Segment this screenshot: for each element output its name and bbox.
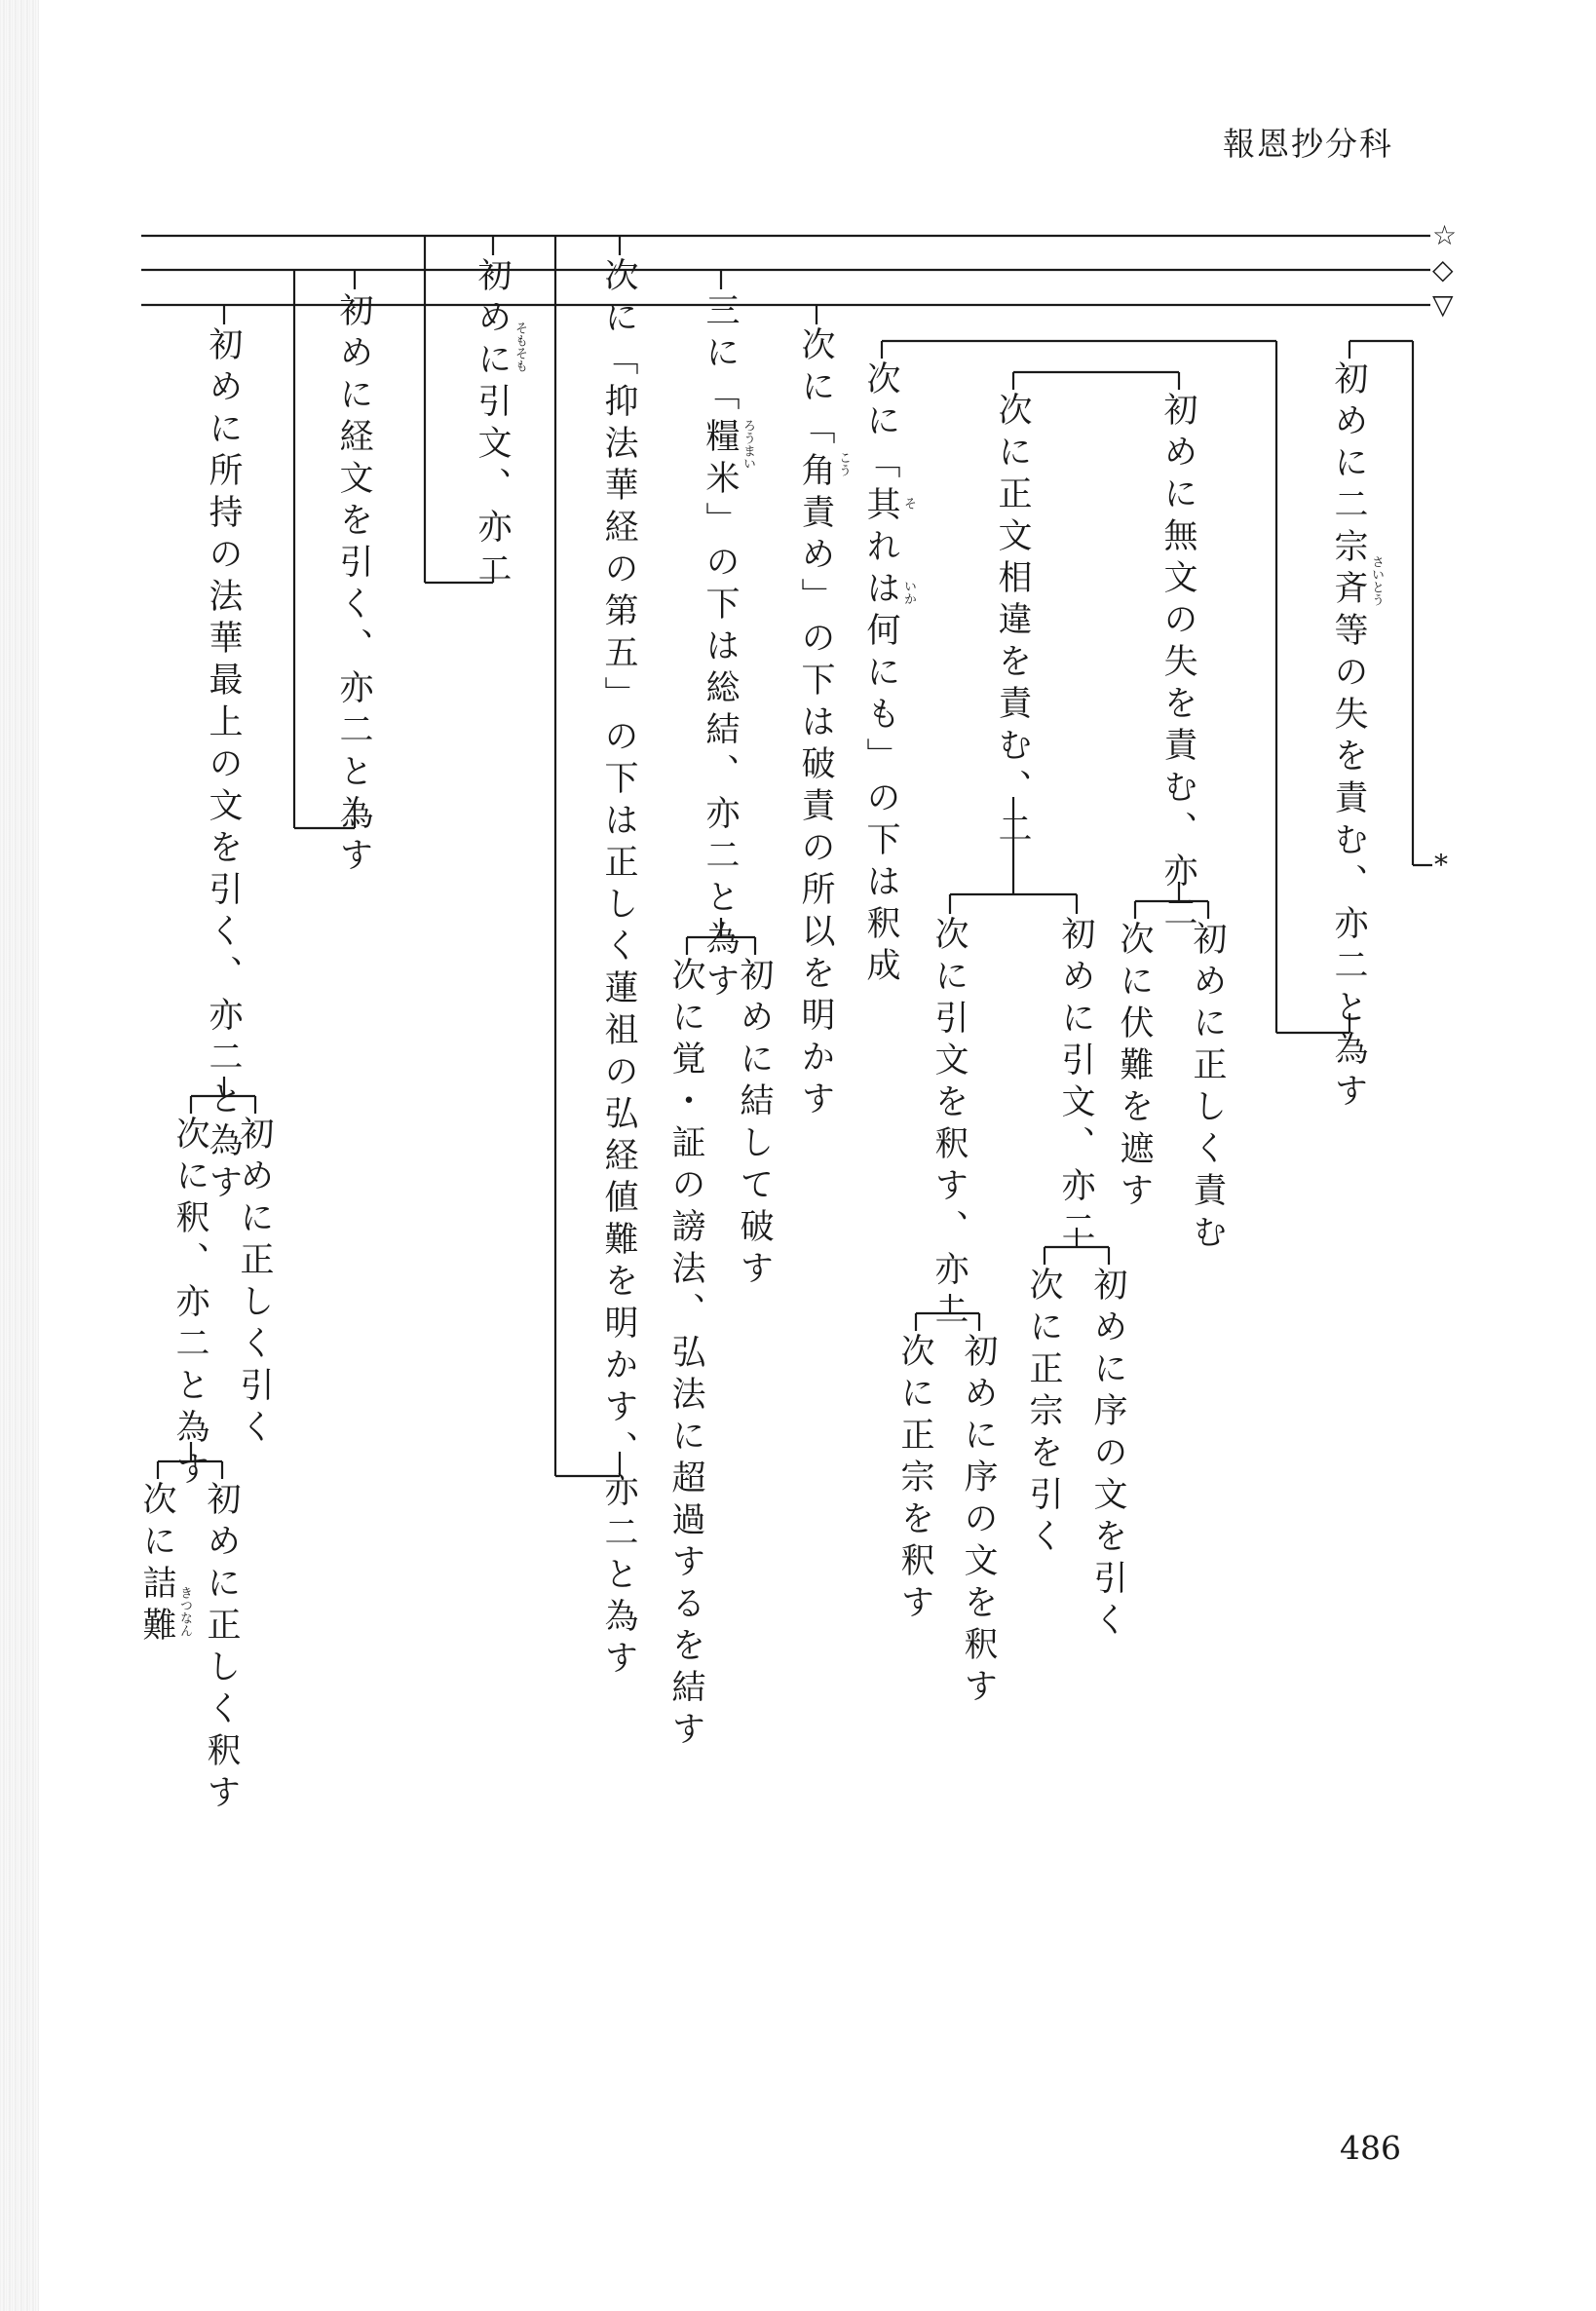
outline-entry: 次に「抑法華経の第五」の下は正しく蓮祖の弘経値難を明かす、亦二と為す bbox=[599, 257, 638, 1682]
outline-entry: 次に釈、亦二と為す bbox=[171, 1116, 209, 1493]
outline-entry: 初めに無文の失を責む、亦二 bbox=[1159, 392, 1197, 936]
outline-entry: 初めに正しく釈す bbox=[202, 1481, 241, 1816]
outline-entry: 三に「糧米」の下は総結、亦二と為す bbox=[701, 292, 740, 1004]
furigana: そ bbox=[901, 497, 916, 510]
outline-entry: 次に覚・証の謗法、弘法に超過するを結す bbox=[666, 957, 705, 1753]
furigana: きつなん bbox=[177, 1586, 192, 1637]
outline-entry: 次に正宗を釈す bbox=[895, 1333, 934, 1626]
page-number: 486 bbox=[1340, 2129, 1401, 2167]
asterisk-marker-icon: * bbox=[1434, 849, 1448, 881]
outline-entry: 初めに所持の法華最上の文を引く、亦二と為す bbox=[204, 326, 243, 1206]
outline-entry: 次に伏難を遮す bbox=[1115, 921, 1154, 1214]
outline-entry: 初めに序の文を釈す bbox=[959, 1333, 998, 1710]
outline-entry: 初めに二宗斉等の失を責む、亦二と為す bbox=[1329, 360, 1368, 1115]
triangle-marker-icon: ▽ bbox=[1432, 288, 1454, 321]
furigana: ろうまい bbox=[741, 419, 755, 470]
outline-entry: 次に「其れは何にも」の下は釈成 bbox=[861, 360, 900, 989]
diamond-marker-icon: ◇ bbox=[1432, 253, 1454, 285]
page-header: 報恩抄分科 bbox=[1223, 125, 1393, 163]
outline-entry: 初めに正しく責む bbox=[1188, 921, 1227, 1256]
furigana: さいとう bbox=[1369, 555, 1384, 606]
furigana: そもそも bbox=[513, 322, 527, 372]
furigana: こう bbox=[836, 451, 851, 476]
outline-entry: 次に詰難 bbox=[137, 1481, 176, 1648]
star-marker-icon: ☆ bbox=[1432, 219, 1458, 251]
outline-entry: 次に正文相違を責む、二 bbox=[993, 392, 1032, 852]
outline-entry: 初めに序の文を引く bbox=[1088, 1267, 1127, 1644]
outline-entry: 次に「角責め」の下は破責の所以を明かす bbox=[796, 326, 835, 1122]
outline-entry: 初めに正しく引く bbox=[235, 1116, 274, 1451]
outline-entry: 次に正宗を引く bbox=[1024, 1267, 1063, 1560]
outline-entry: 初めに経文を引く、亦二と為す bbox=[334, 292, 373, 879]
outline-entry: 初めに引文、亦二 bbox=[473, 257, 512, 592]
outline-entry: 初めに結して破す bbox=[735, 957, 774, 1292]
furigana: いか bbox=[901, 580, 916, 605]
outline-entry: 次に引文を釈す、亦二 bbox=[930, 916, 969, 1335]
outline-entry: 初めに引文、亦二 bbox=[1056, 916, 1095, 1251]
